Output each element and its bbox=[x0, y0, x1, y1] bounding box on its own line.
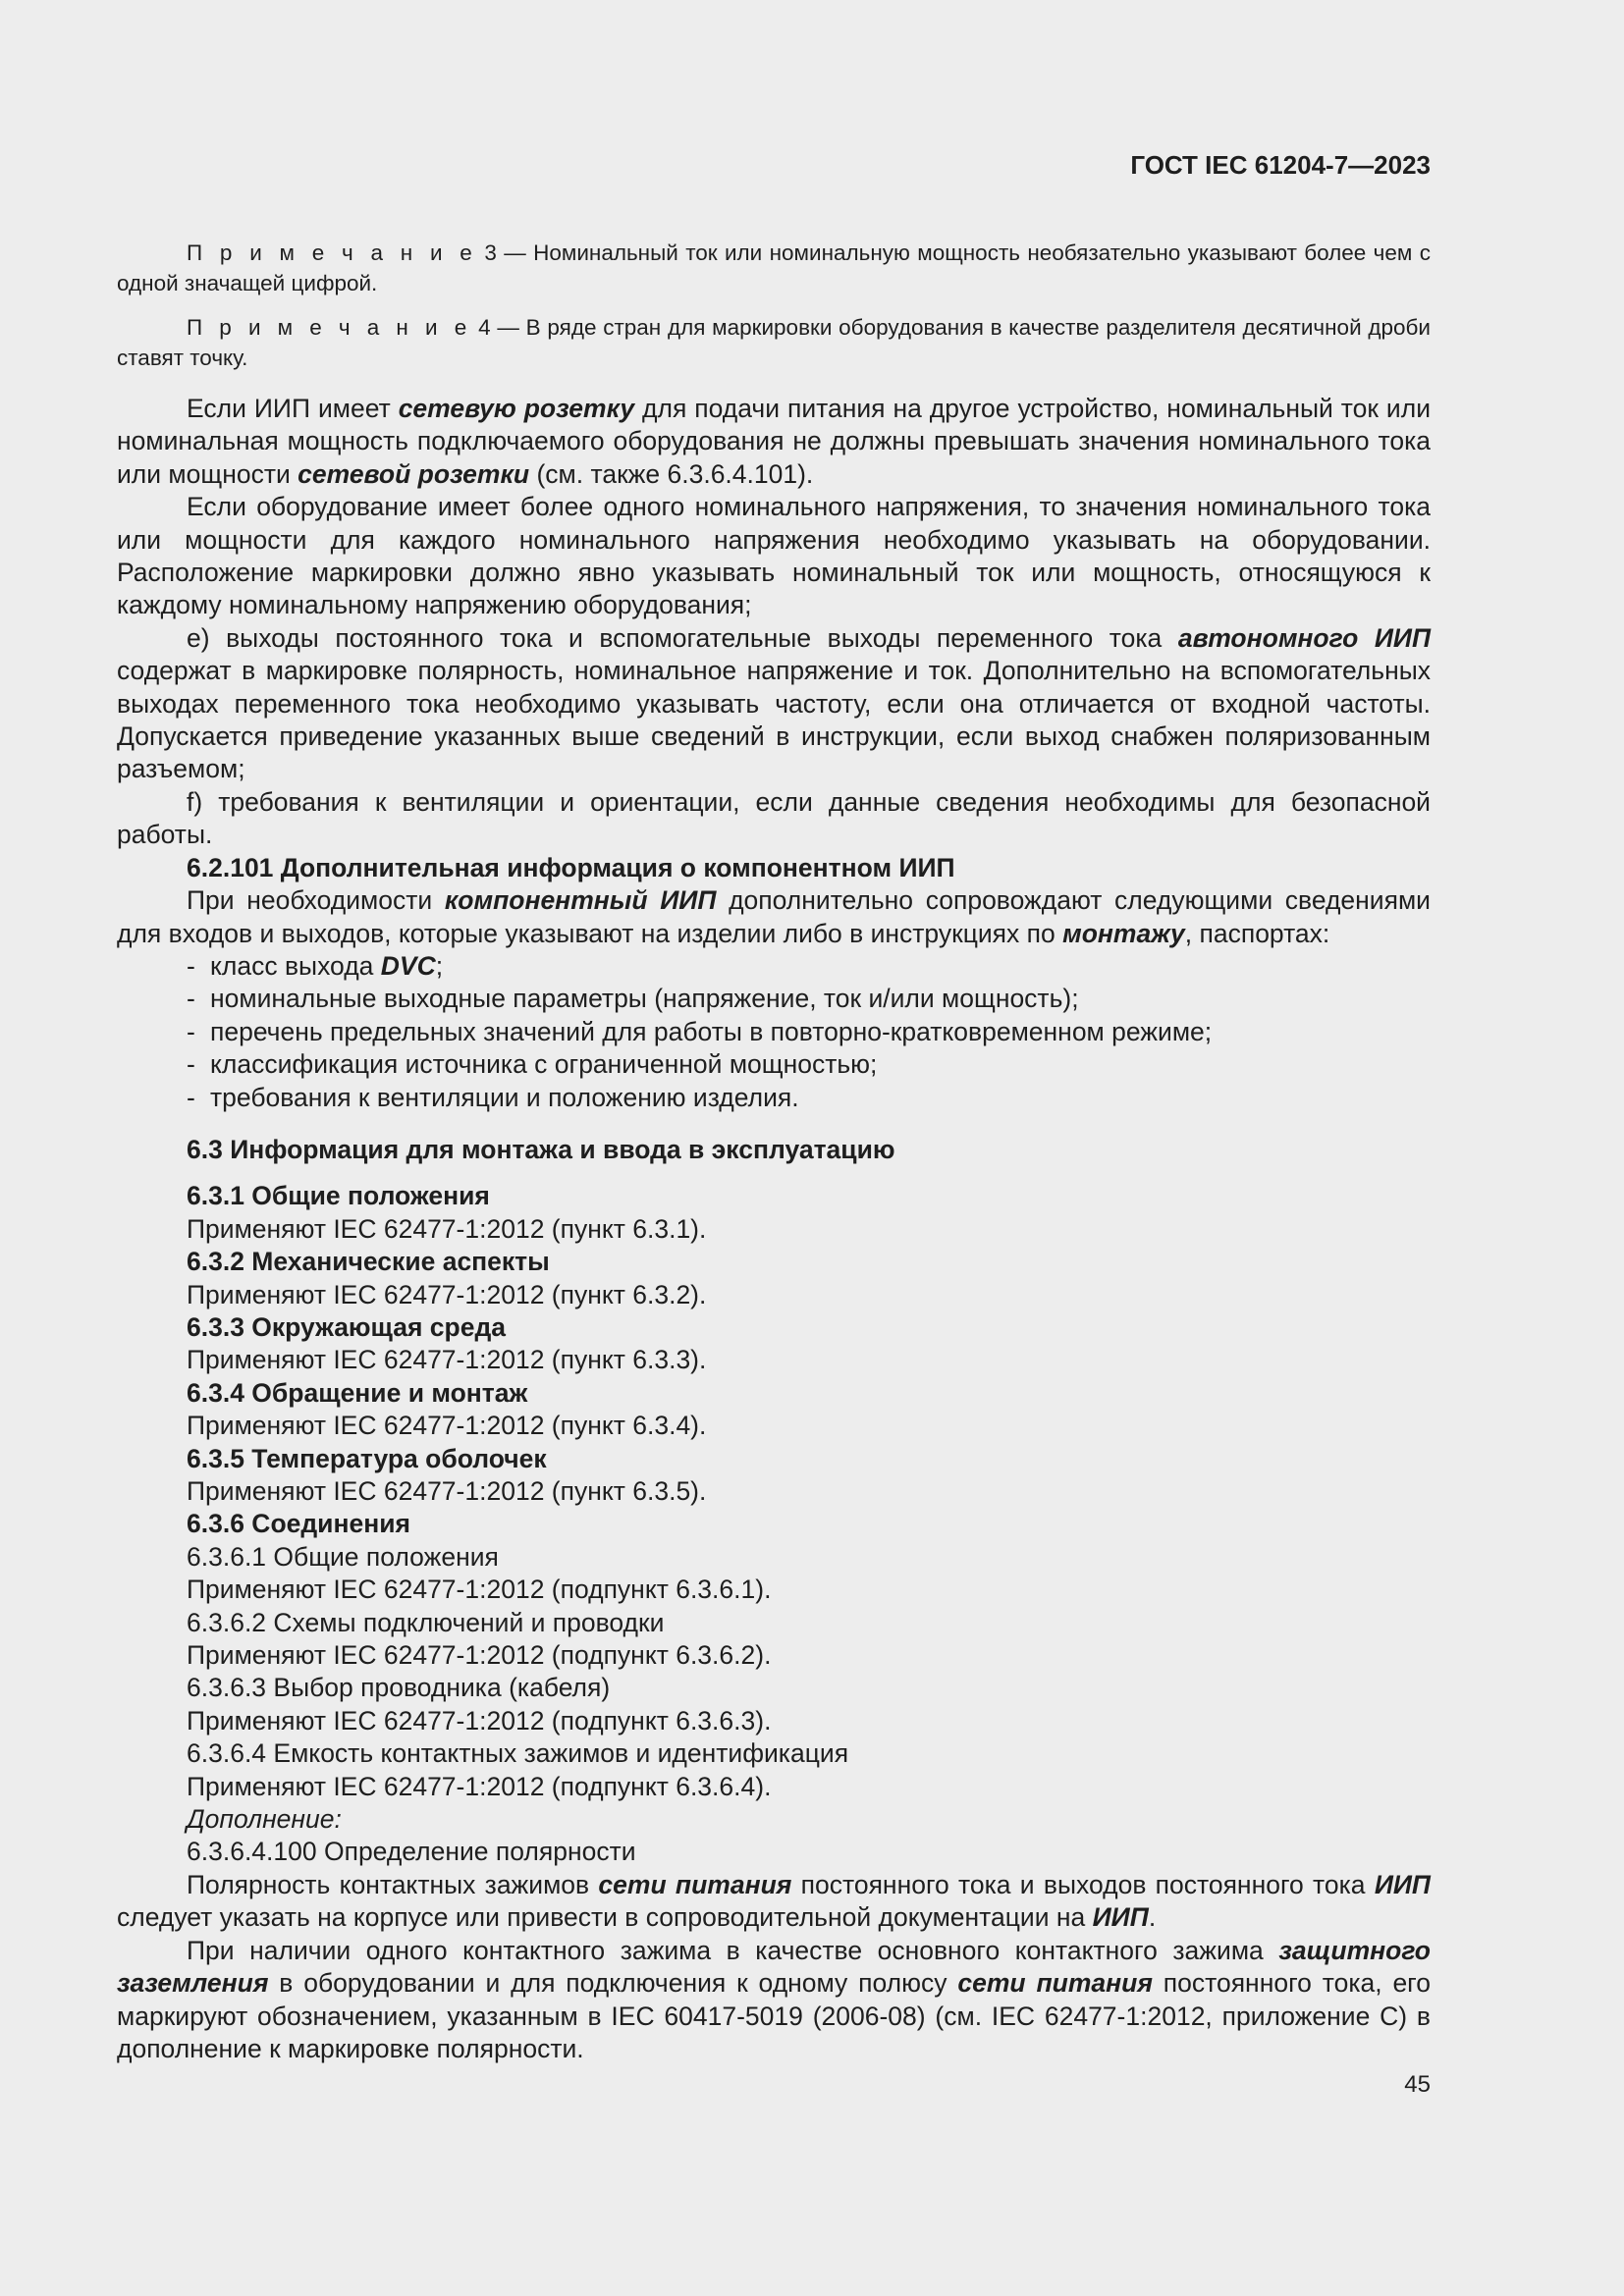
list-item: - требования к вентиляции и положению изделия. bbox=[187, 1082, 799, 1112]
text-6-3-3: Применяют IEC 62477-1:2012 (пункт 6.3.3). bbox=[187, 1345, 707, 1375]
text-6-3-1: Применяют IEC 62477-1:2012 (пункт 6.3.1). bbox=[187, 1213, 707, 1244]
heading-6-3-3: 6.3.3 Окружающая среда bbox=[187, 1311, 507, 1342]
paragraph-item-f: f) требования к вентиляции и ориентации, если данные сведения необходимы для безопасной работы. bbox=[117, 786, 1431, 850]
paragraph-polarity: Полярность контактных зажимов сети питания постоянного тока и выходов постоянного тока ИИП следует указать на корпусе или привести в сопроводительной документации на ИИП. bbox=[117, 1869, 1431, 1933]
text-6-3-4: Применяют IEC 62477-1:2012 (пункт 6.3.4). bbox=[187, 1411, 707, 1441]
heading-6-3-2: 6.3.2 Механические аспекты bbox=[187, 1247, 550, 1277]
paragraph-multiple-voltages: Если оборудование имеет более одного номинального напряжения, то значения номинального тока или мощности для каждого номинального напряжения необходимо указывать на оборудовании. Расположение маркировки должно явно указывать номинальный ток или мощность, относящуюся к каждому номинальному напряжению оборудования; bbox=[117, 492, 1431, 620]
text-6-3-6-4: Применяют IEC 62477-1:2012 (подпункт 6.3.6.4). bbox=[187, 1771, 772, 1801]
paragraph-socket: Если ИИП имеет сетевую розетку для подачи питания на другое устройство, номинальный ток или номинальная мощность подключаемого оборудования не должны превышать значения номинального тока или мощности сетевой розетки (см. также 6.3.6.4.101). bbox=[117, 394, 1431, 489]
heading-6-3-1: 6.3.1 Общие положения bbox=[187, 1181, 490, 1211]
subheading-6-3-6-4: 6.3.6.4 Емкость контактных зажимов и идентификация bbox=[187, 1738, 849, 1769]
page-number: 45 bbox=[1404, 2071, 1431, 2098]
subheading-6-3-6-1: 6.3.6.1 Общие положения bbox=[187, 1541, 499, 1572]
heading-6-3: 6.3 Информация для монтажа и ввода в эксплуатацию bbox=[187, 1134, 895, 1164]
text-6-3-2: Применяют IEC 62477-1:2012 (пункт 6.3.2). bbox=[187, 1279, 707, 1309]
paragraph-protective-earth: При наличии одного контактного зажима в качестве основного контактного зажима защитного заземления в оборудовании и для подключения к одному полюсу сети питания постоянного тока, его маркируют обозначением, указанным в IEC 60417-5019 (2006-08) (см. IEC 62477-1:2012, приложение C) в дополнение к маркировке полярности. bbox=[117, 1935, 1432, 2063]
paragraph-item-e: e) выходы постоянного тока и вспомогательные выходы переменного тока автономного ИИП содержат в маркировке полярность, номинальное напряжение и ток. Дополнительно на вспомогательных выходах переменного тока необходимо указывать частоту, если она отличается от входной частоты. Допускается приведение указанных выше сведений в инструкции, если выход снабжен поляризованным разъемом; bbox=[117, 622, 1432, 784]
component-info-list bbox=[117, 950, 1431, 1114]
addendum-label: Дополнение: bbox=[187, 1804, 342, 1835]
text-6-3-5: Применяют IEC 62477-1:2012 (пункт 6.3.5). bbox=[187, 1476, 707, 1506]
heading-6-3-4: 6.3.4 Обращение и монтаж bbox=[187, 1377, 528, 1408]
text-6-3-6-1: Применяют IEC 62477-1:2012 (подпункт 6.3.6.1). bbox=[187, 1575, 772, 1605]
list-item: - перечень предельных значений для работы в повторно-кратковременном режиме; bbox=[187, 1016, 1213, 1046]
note-3: П р и м е ч а н и е 3 — Номинальный ток или номинальную мощность необязательно указывают более чем с одной значащей цифрой. bbox=[117, 240, 1431, 295]
heading-6-2-101: 6.2.101 Дополнительная информация о компонентном ИИП bbox=[187, 852, 955, 882]
list-item: - классификация источника с ограниченной мощностью; bbox=[187, 1049, 878, 1080]
note-4: П р и м е ч а н и е 4 — В ряде стран для маркировки оборудования в качестве разделителя десятичной дроби ставят точку. bbox=[117, 315, 1431, 370]
text-6-3-6-2: Применяют IEC 62477-1:2012 (подпункт 6.3.6.2). bbox=[187, 1640, 772, 1671]
text-6-3-6-3: Применяют IEC 62477-1:2012 (подпункт 6.3.6.3). bbox=[187, 1705, 772, 1735]
paragraph-component-intro: При необходимости компонентный ИИП дополнительно сопровождают следующими сведениями для входов и выходов, которые указывают на изделии либо в инструкциях по монтажу, паспортах: bbox=[117, 885, 1431, 948]
list-item: - класс выхода DVC; bbox=[187, 950, 444, 981]
heading-6-3-6: 6.3.6 Соединения bbox=[187, 1509, 410, 1539]
subheading-6-3-6-4-100: 6.3.6.4.100 Определение полярности bbox=[187, 1837, 636, 1867]
heading-6-3-5: 6.3.5 Температура оболочек bbox=[187, 1443, 547, 1473]
subheading-6-3-6-3: 6.3.6.3 Выбор проводника (кабеля) bbox=[187, 1673, 611, 1703]
document-header: ГОСТ IEC 61204-7—2023 bbox=[1130, 150, 1431, 180]
list-item: - номинальные выходные параметры (напряжение, ток и/или мощность); bbox=[187, 984, 1079, 1014]
subheading-6-3-6-2: 6.3.6.2 Схемы подключений и проводки bbox=[187, 1607, 665, 1637]
